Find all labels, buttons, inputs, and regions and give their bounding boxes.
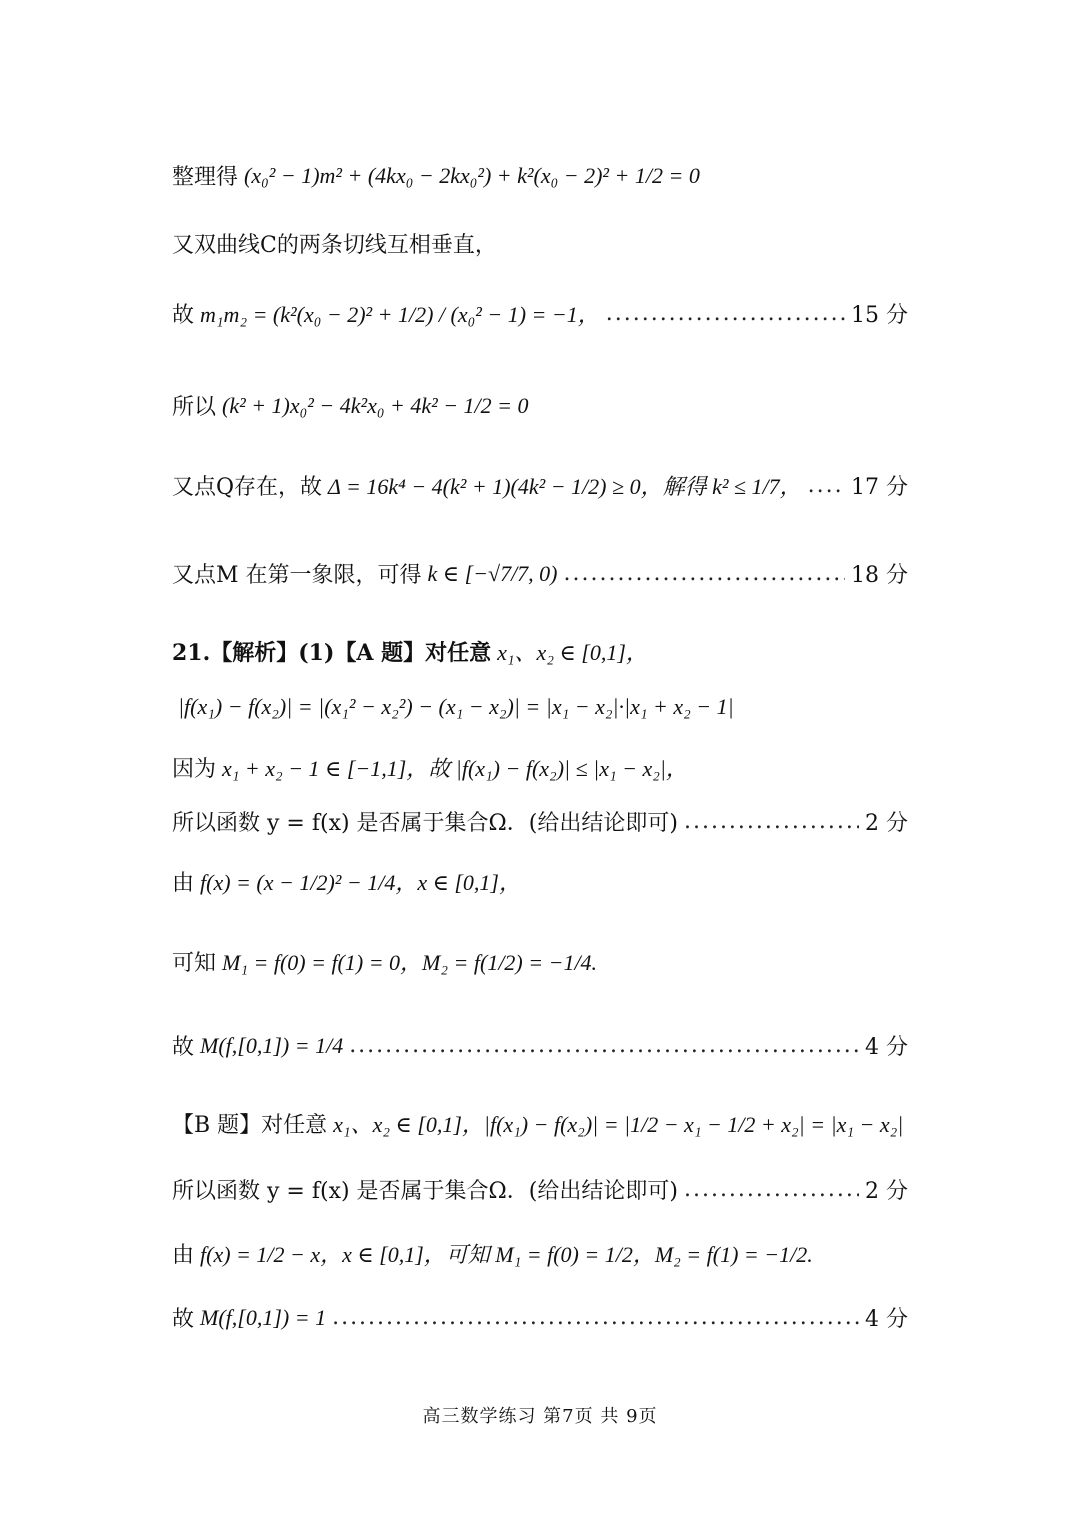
line-11: 由 f(x) = (x − 1/2)² − 1/4，x ∈ [0,1]， — [172, 870, 521, 896]
leader-dots — [808, 473, 845, 498]
score-label: 4 分 — [865, 1035, 908, 1060]
line-2: 又双曲线C的两条切线互相垂直， — [172, 233, 497, 258]
leader-dots — [606, 301, 845, 326]
line-10: 所以函数 y = f(x) 是否属于集合Ω．(给出结论即可) ..... 2 分 — [172, 806, 908, 837]
score-label: 15 分 — [851, 303, 908, 328]
score-label: 4 分 — [865, 1307, 908, 1332]
line-1: 整理得 (x₀² − 1)m² + (4kx₀ − 2kx₀²) + k²(x₀ − 2)² + 1/2 = 0 — [172, 162, 700, 190]
score-label: 17 分 — [851, 475, 908, 500]
line-6: 又点M 在第一象限，可得 k ∈ [−√7/7, 0) ..... 18 分 — [172, 558, 908, 589]
line-7: 21.【解析】(1)【A 题】对任意 x₁、x₂ ∈ [0,1]， — [172, 640, 648, 666]
line-12: 可知 M₁ = f(0) = f(1) = 0，M₂ = f(1/2) = −1/4. — [172, 950, 598, 976]
line-4: 所以 (k² + 1)x₀² − 4k²x₀ + 4k² − 1/2 = 0 — [172, 392, 529, 420]
line-14: 【B 题】对任意 x₁、x₂ ∈ [0,1]，|f(x₁) − f(x₂)| = |1/2 − x₁ − 1/2 + x₂| = |x₁ − x₂| — [172, 1112, 904, 1138]
page-footer: 高三数学练习 第7页 共 9页 — [422, 1406, 658, 1427]
line-9: 因为 x₁ + x₂ − 1 ∈ [−1,1]，故 |f(x₁) − f(x₂)| ≤ |x₁ − x₂|， — [172, 756, 688, 782]
line-3: 故 m₁m₂ = (k²(x₀ − 2)² + 1/2) / (x₀² − 1) = −1， ..... 15 分 — [172, 298, 908, 329]
leader-dots — [332, 1305, 859, 1330]
line-17: 故 M(f,[0,1]) = 1 ..... 4 分 — [172, 1302, 908, 1333]
line-13: 故 M(f,[0,1]) = 1/4 ..... 4 分 — [172, 1030, 908, 1061]
line-16: 由 f(x) = 1/2 − x，x ∈ [0,1]，可知 M₁ = f(0) = 1/2，M₂ = f(1) = −1/2. — [172, 1242, 813, 1268]
leader-dots — [684, 1177, 859, 1202]
line-15: 所以函数 y = f(x) 是否属于集合Ω．(给出结论即可) ..... 2 分 — [172, 1174, 908, 1205]
leader-dots — [349, 1033, 859, 1058]
line-5: 又点Q存在，故 Δ = 16k⁴ − 4(k² + 1)(4k² − 1/2) ≥ 0，解得 k² ≤ 1/7， ..... 17 分 — [172, 470, 908, 501]
line-8: |f(x₁) − f(x₂)| = |(x₁² − x₂²) − (x₁ − x₂)| = |x₁ − x₂|·|x₁ + x₂ − 1| — [178, 694, 734, 719]
score-label: 2 分 — [865, 1179, 908, 1204]
score-label: 2 分 — [865, 811, 908, 836]
score-label: 18 分 — [851, 563, 908, 588]
leader-dots — [564, 561, 845, 586]
leader-dots — [684, 809, 859, 834]
